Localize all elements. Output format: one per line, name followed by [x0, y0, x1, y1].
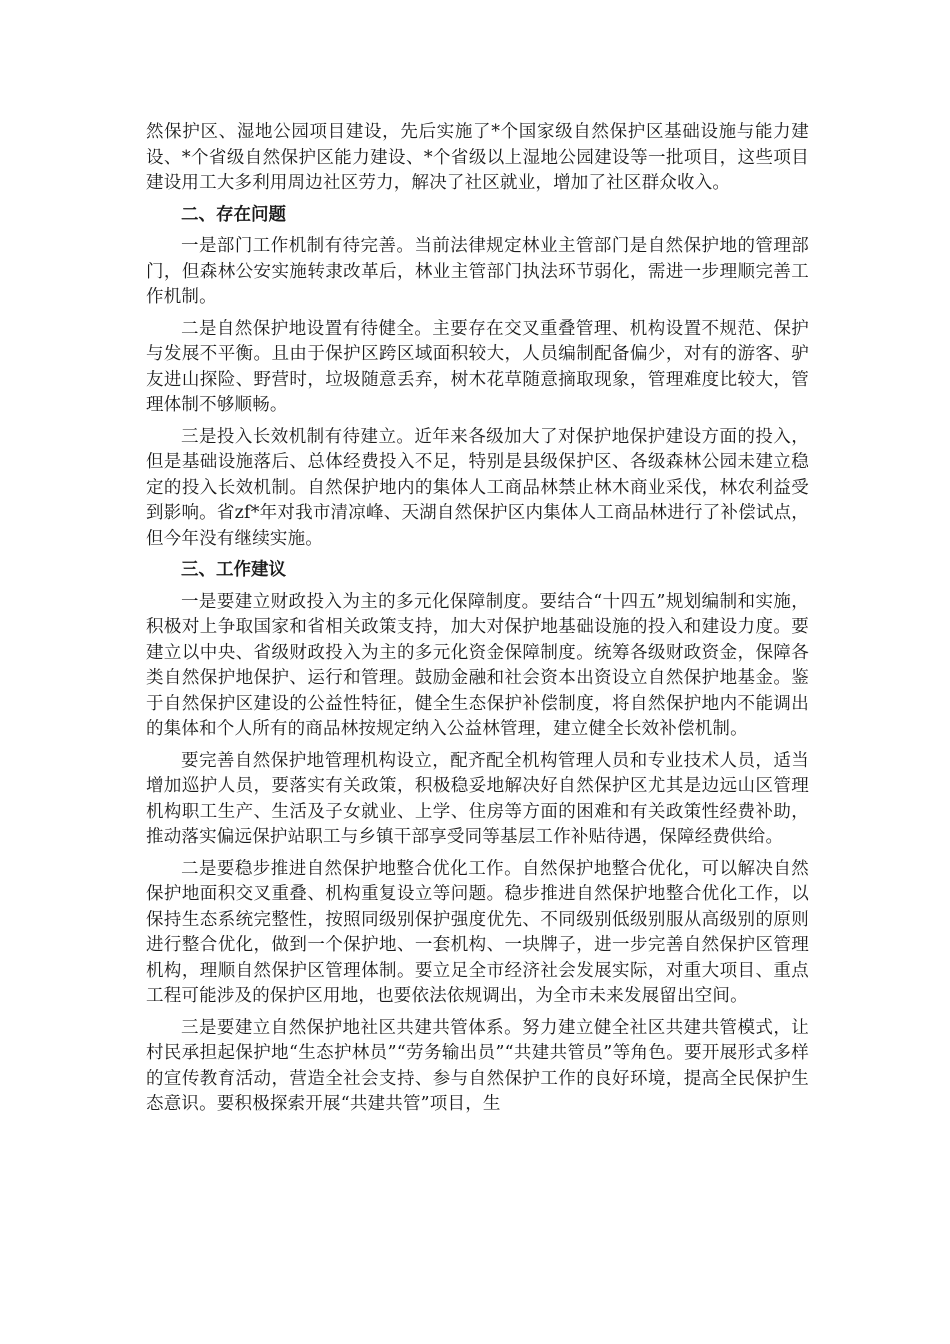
paragraph-intro: 然保护区、湿地公园项目建设，先后实施了*个国家级自然保护区基础设施与能力建设、*个省级自然保护区能力建设、*个省级以上湿地公园建设等一批项目，这些项目建设用工大多利用周边社区劳力，解决了社区就业，增加了社区群众收入。: [146, 122, 809, 193]
paragraph-suggestion-1: 一是要建立财政投入为主的多元化保障制度。要结合“十四五”规划编制和实施，积极对上争取国家和省相关政策支持，加大对保护地基础设施的投入和建设力度。要建立以中央、省级财政投入为主的多元化资金保障制度。统筹各级财政资金，保障各类自然保护地保护、运行和管理。鼓励金融和社会资本出资设立自然保护地基金。鉴于自然保护区建设的公益性特征，健全生态保护补偿制度，将自然保护地内不能调出的集体和个人所有的商品林按规定纳入公益林管理，建立健全长效补偿机制。: [146, 591, 809, 739]
paragraph-problem-2: 二是自然保护地设置有待健全。主要存在交叉重叠管理、机构设置不规范、保护与发展不平衡。且由于保护区跨区域面积较大，人员编制配备偏少，对有的游客、驴友进山探险、野营时，垃圾随意丢弃，树木花草随意摘取现象，管理难度比较大，管理体制不够顺畅。: [146, 318, 809, 415]
document-body: [146, 120, 809, 1124]
paragraph-suggestion-1b: 要完善自然保护地管理机构设立，配齐配全机构管理人员和专业技术人员，适当增加巡护人员，要落实有关政策，积极稳妥地解决好自然保护区尤其是边远山区管理机构职工生产、生活及子女就业、上学、住房等方面的困难和有关政策性经费补助，推动落实偏远保护站职工与乡镇干部享受同等基层工作补贴待遇，保障经费供给。: [146, 750, 809, 847]
paragraph-problem-1: 一是部门工作机制有待完善。当前法律规定林业主管部门是自然保护地的管理部门，但森林公安实施转隶改革后，林业主管部门执法环节弱化，需进一步理顺完善工作机制。: [146, 236, 809, 307]
paragraph-problem-3: 三是投入长效机制有待建立。近年来各级加大了对保护地保护建设方面的投入，但是基础设施落后、总体经费投入不足，特别是县级保护区、各级森林公园未建立稳定的投入长效机制。自然保护地内的集体人工商品林禁止林木商业采伐，林农利益受到影响。省zf*年对我市清凉峰、天湖自然保护区内集体人工商品林进行了补偿试点，但今年没有继续实施。: [146, 426, 809, 549]
section-heading-suggestions: 三、工作建议: [181, 560, 286, 580]
paragraph-suggestion-2: 二是要稳步推进自然保护地整合优化工作。自然保护地整合优化，可以解决自然保护地面积交叉重叠、机构重复设立等问题。稳步推进自然保护地整合优化工作，以保持生态系统完整性，按照同级别保护强度优先、不同级别低级别服从高级别的原则进行整合优化，做到一个保护地、一套机构、一块牌子，进一步完善自然保护区管理机构，理顺自然保护区管理体制。要立足全市经济社会发展实际，对重大项目、重点工程可能涉及的保护区用地，也要依法依规调出，为全市未来发展留出空间。: [146, 858, 809, 1006]
section-heading-problems: 二、存在问题: [181, 204, 286, 225]
paragraph-suggestion-3: 三是要建立自然保护地社区共建共管体系。努力建立健全社区共建共管模式，让村民承担起保护地“生态护林员”“劳务输出员”“共建共管员”等角色。要开展形式多样的宣传教育活动，营造全社会支持、参与自然保护工作的良好环境，提高全民保护生态意识。要积极探索开展“共建共管”项目，生: [146, 1017, 809, 1114]
